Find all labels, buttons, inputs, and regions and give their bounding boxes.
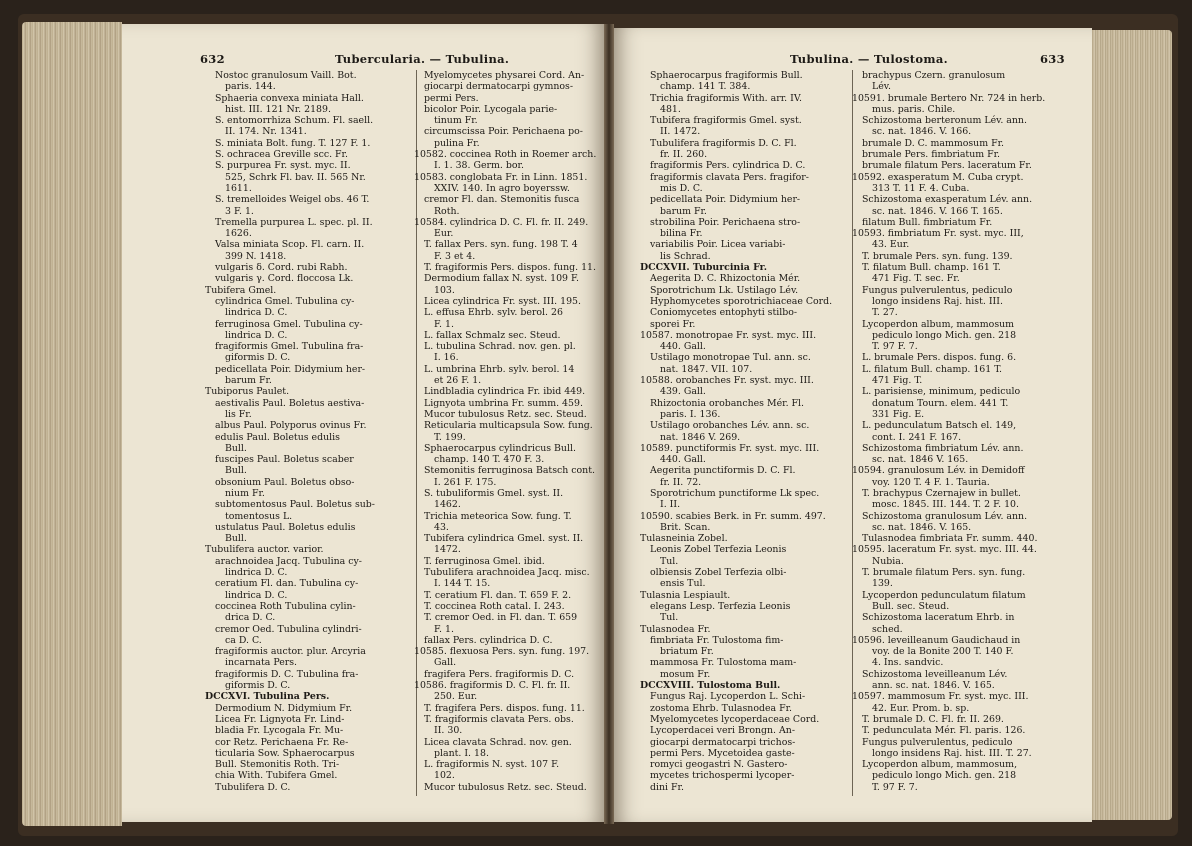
index-line: Tubifera cylindrica Gmel. syst. II. — [424, 533, 584, 545]
index-line: lis Schrad. — [660, 250, 711, 262]
index-line: 10597. mammosum Fr. syst. myc. III. — [852, 691, 1029, 703]
index-line: Sporotrichum punctiforme Lk spec. — [650, 487, 820, 499]
index-line: pediculo longo Mich. gen. 218 — [872, 770, 1017, 782]
index-line: T. 199. — [434, 431, 466, 443]
index-line: 313 T. 11 F. 4. Cuba. — [872, 182, 970, 194]
index-line: paris. 144. — [225, 81, 276, 93]
index-line: Brit. Scan. — [660, 521, 711, 533]
index-line: Eur. — [434, 228, 454, 240]
index-line: pediculo longo Mich. gen. 218 — [872, 329, 1017, 341]
index-line: cylindrica Gmel. Tubulina cy- — [215, 295, 355, 307]
index-line: Schizostoma leveilleanum Lév. — [862, 668, 1008, 680]
index-line: Bull. — [225, 533, 247, 545]
index-line: F. 1. — [434, 623, 454, 635]
index-line: giformis D. C. — [225, 680, 291, 692]
index-line: fragiformis Gmel. Tubulina fra- — [215, 341, 364, 353]
index-line: pedicellata Poir. Didymium her- — [215, 363, 366, 375]
left-column-1 — [205, 70, 411, 793]
index-line: DCCXVII. Tuburcinia Fr. — [640, 262, 767, 274]
index-line: zostoma Ehrb. Tulasnodea Fr. — [650, 702, 793, 714]
index-line: Tubifera Gmel. — [205, 284, 277, 296]
index-line: et 26 F. 1. — [434, 375, 482, 387]
index-line: drica D. C. — [225, 612, 276, 624]
index-line: romyci geogastri N. Gastero- — [650, 759, 788, 771]
index-line: Ustilago orobanches Lév. ann. sc. — [650, 420, 810, 432]
index-line: cor Retz. Perichaena Fr. Re- — [215, 736, 349, 748]
index-line: F. 1. — [434, 318, 454, 330]
index-line: obsonium Paul. Boletus obso- — [215, 476, 355, 488]
right-page-number: 633 — [1040, 52, 1065, 66]
index-line: S. tubuliformis Gmel. syst. II. — [424, 487, 564, 499]
index-line: strobilina Poir. Perichaena stro- — [650, 216, 801, 228]
index-line: 399 N. 1418. — [225, 250, 287, 262]
index-line: L. parisiense, minimum, pediculo — [862, 386, 1021, 398]
index-line: I. 16. — [434, 352, 459, 364]
index-line: Tulasneinia Zobel. — [640, 533, 728, 545]
index-line: T. fallax Pers. syn. fung. 198 T. 4 — [424, 239, 578, 251]
index-line: voy. de la Bonite 200 T. 140 F. — [872, 646, 1014, 658]
left-page-number: 632 — [200, 52, 225, 66]
index-line: I. II. — [660, 499, 681, 511]
index-line: 10583. conglobata Fr. in Linn. 1851. — [414, 171, 588, 183]
index-line: cremor Oed. Tubulina cylindri- — [215, 623, 362, 635]
index-line: tomentosus L. — [225, 510, 293, 522]
index-line: S. ochracea Greville scc. Fr. — [215, 149, 348, 161]
index-line: ca D. C. — [225, 634, 262, 646]
index-line: Sphaerocarpus cylindricus Bull. — [424, 442, 576, 454]
index-line: DCCXVIII. Tulostoma Bull. — [640, 680, 781, 692]
index-line: S. tremelloides Weigel obs. 46 T. — [215, 194, 370, 206]
index-line: II. 30. — [434, 725, 463, 737]
index-line: 1626. — [225, 228, 252, 240]
right-column-1 — [640, 70, 850, 793]
index-line: lis Fr. — [225, 408, 252, 420]
index-line: Sphaeria convexa miniata Hall. — [215, 92, 364, 104]
index-line: Tulasnodea fimbriata Fr. summ. 440. — [862, 533, 1038, 545]
index-line: sc. nat. 1846. V. 166. — [872, 126, 972, 138]
index-line: I. 1. 38. Germ. bor. — [434, 160, 524, 172]
index-line: Schizostoma berteronum Lév. ann. — [862, 115, 1027, 127]
index-line: cremor Fl. dan. Stemonitis fusca — [424, 194, 580, 206]
index-line: Myelomycetes lycoperdaceae Cord. — [650, 713, 820, 725]
index-line: fragiformis clavata Pers. fragifor- — [650, 171, 809, 183]
index-line: Myelomycetes physarei Cord. An- — [424, 70, 585, 81]
index-line: L. umbrina Ehrb. sylv. berol. 14 — [424, 363, 575, 375]
index-line: lindrica D. C. — [225, 567, 288, 579]
index-line: Tulasnia Lespiault. — [640, 589, 731, 601]
index-line: L. fragiformis N. syst. 107 F. — [424, 759, 560, 771]
index-line: Reticularia multicapsula Sow. fung. — [424, 420, 593, 432]
index-line: Valsa miniata Scop. Fl. carn. II. — [215, 239, 365, 251]
index-line: T. pedunculata Mér. Fl. paris. 126. — [862, 725, 1026, 737]
index-line: Lycoperdon album, mammosum — [862, 318, 1015, 330]
index-line: 103. — [434, 284, 455, 296]
index-line: subtomentosus Paul. Boletus sub- — [215, 499, 375, 511]
index-line: Bull. — [225, 442, 247, 454]
index-line: fragiformis Pers. cylindrica D. C. — [650, 160, 806, 172]
index-line: T. brumale D. C. Fl. fr. II. 269. — [862, 713, 1004, 725]
index-line: mus. paris. Chile. — [872, 103, 956, 115]
index-line: aestivalis Paul. Boletus aestiva- — [215, 397, 365, 409]
index-line: 139. — [872, 578, 893, 590]
index-line: bicolor Poir. Lycogala parie- — [424, 103, 558, 115]
index-line: Lév. — [872, 81, 891, 93]
index-line: fragifera Pers. fragiformis D. C. — [424, 668, 575, 680]
index-line: lindrica D. C. — [225, 329, 288, 341]
index-line: variabilis Poir. Licea variabi- — [650, 239, 786, 251]
index-line: Aegerita punctiformis D. C. Fl. — [650, 465, 796, 477]
index-line: barum Fr. — [660, 205, 707, 217]
index-line: Mucor tubulosus Retz. sec. Steud. — [424, 408, 587, 420]
index-line: L. fallax Schmalz sec. Steud. — [424, 329, 561, 341]
index-line: donatum Tourn. elem. 441 T. — [872, 397, 1009, 409]
index-line: Rhizoctonia orobanches Mér. Fl. — [650, 397, 805, 409]
index-line: fallax Pers. cylindrica D. C. — [424, 634, 553, 646]
index-line: Coniomycetes entophyti stilbo- — [650, 307, 798, 319]
index-line: fragiformis auctor. plur. Arcyria — [215, 646, 366, 658]
index-line: 471 Fig. T. — [872, 375, 923, 387]
right-running-head: Tubulina. — Tulostoma. — [790, 52, 948, 66]
index-line: 10591. brumale Bertero Nr. 724 in herb. — [852, 92, 1046, 104]
index-line: bladia Fr. Lycogala Fr. Mu- — [215, 725, 344, 737]
index-line: coccinea Roth Tubulina cylin- — [215, 600, 356, 612]
index-line: lindrica D. C. — [225, 307, 288, 319]
index-line: L. filatum Bull. champ. 161 T. — [862, 363, 1003, 375]
index-line: L. pedunculatum Batsch el. 149, — [862, 420, 1017, 432]
index-line: albus Paul. Polyporus ovinus Fr. — [215, 420, 367, 432]
index-line: Licea clavata Schrad. nov. gen. — [424, 736, 572, 748]
index-line: T. ceratium Fl. dan. T. 659 F. 2. — [424, 589, 572, 601]
index-line: cont. I. 241 F. 167. — [872, 431, 962, 443]
index-line: briatum Fr. — [660, 646, 714, 658]
index-line: fr. II. 260. — [660, 149, 708, 161]
index-line: 10585. flexuosa Pers. syn. fung. 197. — [414, 646, 590, 658]
index-line: ticularia Sow. Sphaerocarpus — [215, 747, 355, 759]
index-line: T. 97 F. 7. — [872, 781, 918, 793]
index-line: Tubulifera auctor. varior. — [205, 544, 324, 556]
index-line: 481. — [660, 103, 681, 115]
index-line: bilina Fr. — [660, 228, 703, 240]
index-line: 1472. — [434, 544, 461, 556]
index-line: hist. III. 121 Nr. 2189. — [225, 103, 331, 115]
index-line: dini Fr. — [650, 781, 684, 793]
index-line: mis D. C. — [660, 182, 703, 194]
index-line: Nubia. — [872, 555, 904, 567]
index-line: 1611. — [225, 182, 252, 194]
index-line: 250. Eur. — [434, 691, 478, 703]
index-line: Lignyota umbrina Fr. summ. 459. — [424, 397, 583, 409]
index-line: 43. — [434, 521, 449, 533]
index-line: ann. sc. nat. 1846. V. 165. — [872, 680, 995, 692]
index-line: sched. — [872, 623, 903, 635]
index-line: Licea cylindrica Fr. syst. III. 195. — [424, 295, 581, 307]
index-line: 3 F. 1. — [225, 205, 254, 217]
index-line: 10589. punctiformis Fr. syst. myc. III. — [640, 442, 820, 454]
index-line: paris. I. 136. — [660, 408, 721, 420]
index-line: Ustilago monotropae Tul. ann. sc. — [650, 352, 811, 364]
index-line: filatum Bull. fimbriatum Fr. — [862, 216, 993, 228]
index-line: T. brumale filatum Pers. syn. fung. — [862, 567, 1026, 579]
left-running-head: Tuberculariа. — Tubulina. — [335, 52, 510, 66]
index-line: permi Pers. Mycetoidea gaste- — [650, 747, 795, 759]
index-line: barum Fr. — [225, 375, 272, 387]
index-line: ceratium Fl. dan. Tubulina cy- — [215, 578, 359, 590]
index-line: 10593. fimbriatum Fr. syst. myc. III, — [852, 228, 1024, 240]
index-line: Dermodium fallax N. syst. 109 F. — [424, 273, 580, 285]
index-line: Tubulifera arachnoidea Jacq. misc. — [424, 567, 590, 579]
index-line: Dermodium N. Didymium Fr. — [215, 702, 353, 714]
index-line: S. entomorrhiza Schum. Fl. saell. — [215, 115, 374, 127]
index-line: voy. 120 T. 4 F. 1. Tauria. — [872, 476, 990, 488]
index-line: T. brumale Pers. syn. fung. 139. — [862, 250, 1013, 262]
index-line: fuscipes Paul. Boletus scaber — [215, 454, 354, 466]
index-line: Tremella purpurea L. spec. pl. II. — [215, 216, 373, 228]
index-line: 10595. laceratum Fr. syst. myc. III. 44. — [852, 544, 1037, 556]
index-line: sc. nat. 1846. V. 166 T. 165. — [872, 205, 1003, 217]
index-line: Schizostoma laceratum Ehrb. in — [862, 612, 1015, 624]
index-line: 43. Eur. — [872, 239, 910, 251]
index-line: Hyphomycetes sporotrichiaceae Cord. — [650, 295, 833, 307]
index-line: longo insidens Raj. hist. III. T. 27. — [872, 747, 1032, 759]
index-line: Bull. Stemonitis Roth. Tri- — [215, 759, 340, 771]
index-line: nium Fr. — [225, 487, 265, 499]
index-line: arachnoidea Jacq. Tubulina cy- — [215, 555, 362, 567]
index-line: ensis Tul. — [660, 578, 706, 590]
index-line: giocarpi dermatocarpi trichos- — [650, 736, 796, 748]
index-line: Tulasnodea Fr. — [640, 623, 711, 635]
index-line: longo insidens Raj. hist. III. — [872, 295, 1003, 307]
index-line: Lycoperdon pedunculatum filatum — [862, 589, 1026, 601]
index-line: giformis D. C. — [225, 352, 291, 364]
index-line: olbiensis Zobel Terfezia olbi- — [650, 567, 787, 579]
index-line: Fungus Raj. Lycoperdon L. Schi- — [650, 691, 806, 703]
index-line: Lycoperdacei veri Brongn. An- — [650, 725, 795, 737]
index-line: L. effusa Ehrb. sylv. berol. 26 — [424, 307, 563, 319]
index-line: 10586. fragiformis D. C. Fl. fr. II. — [414, 680, 571, 692]
index-line: II. 1472. — [660, 126, 701, 138]
index-line: F. 3 et 4. — [434, 250, 476, 262]
index-line: plant. I. 18. — [434, 747, 489, 759]
index-line: Tul. — [660, 612, 679, 624]
index-line: vulgaris δ. Cord. rubi Rabh. — [215, 262, 348, 274]
index-line: L. tubulina Schrad. nov. gen. pl. — [424, 341, 576, 353]
index-line: mammosa Fr. Tulostoma mam- — [650, 657, 797, 669]
index-line: fragiformis D. C. Tubulina fra- — [215, 668, 359, 680]
index-line: II. 174. Nr. 1341. — [225, 126, 307, 138]
index-line: T. ferruginosa Gmel. ibid. — [424, 555, 545, 567]
index-line: ferruginosa Gmel. Tubulina cy- — [215, 318, 363, 330]
right-page-edges — [1086, 30, 1172, 820]
index-line: fimbriata Fr. Tulostoma fim- — [650, 634, 784, 646]
index-line: circumscissa Poir. Perichaena po- — [424, 126, 583, 138]
index-line: Tubifera fragiformis Gmel. syst. — [650, 115, 802, 127]
index-line: Fungus pulverulentus, pediculo — [862, 284, 1013, 296]
index-line: S. purpurea Fr. syst. myc. II. — [215, 160, 351, 172]
index-line: DCCXVI. Tubulina Pers. — [205, 691, 330, 703]
index-line: T. fragifera Pers. dispos. fung. 11. — [424, 702, 585, 714]
index-line: Tul. — [660, 555, 679, 567]
index-line: giocarpi dermatocarpi gymnos- — [424, 81, 574, 93]
index-line: mosum Fr. — [660, 668, 711, 680]
index-line: vulgaris γ. Cord. floccosa Lk. — [215, 273, 354, 285]
book-gutter — [604, 24, 614, 824]
index-line: Leonis Zobel Terfezia Leonis — [650, 544, 787, 556]
index-line: T. coccinea Roth catal. I. 243. — [424, 600, 565, 612]
index-line: 42. Eur. Prom. b. sp. — [872, 702, 970, 714]
index-line: mycetes trichospermi lycoper- — [650, 770, 795, 782]
index-line: nat. 1847. VII. 107. — [660, 363, 753, 375]
index-line: ustulatus Paul. Boletus edulis — [215, 521, 356, 533]
index-line: fr. II. 72. — [660, 476, 702, 488]
index-line: 10582. coccinea Roth in Roemer arch. — [414, 149, 597, 161]
index-line: 10590. scabies Berk. in Fr. summ. 497. — [640, 510, 826, 522]
index-line: T. fragiformis clavata Pers. obs. — [424, 713, 574, 725]
index-line: L. brumale Pers. dispos. fung. 6. — [862, 352, 1017, 364]
index-line: I. 261 F. 175. — [434, 476, 497, 488]
index-line: 10587. monotropae Fr. syst. myc. III. — [640, 329, 817, 341]
right-column-2 — [852, 70, 1064, 793]
index-line: nat. 1846 V. 269. — [660, 431, 741, 443]
index-line: 440. Gall. — [660, 454, 706, 466]
index-line: T. 97 F. 7. — [872, 341, 918, 353]
index-line: pulina Fr. — [434, 137, 480, 149]
index-line: Nostoc granulosum Vaill. Bot. — [215, 70, 357, 81]
index-line: T. cremor Oed. in Fl. dan. T. 659 — [424, 612, 578, 624]
index-line: 10592. exasperatum M. Cuba crypt. — [852, 171, 1024, 183]
index-line: T. filatum Bull. champ. 161 T. — [862, 262, 1001, 274]
index-line: Schizostoma exasperatum Lév. ann. — [862, 194, 1033, 206]
index-line: 440. Gall. — [660, 341, 706, 353]
left-page-edges — [22, 22, 122, 826]
index-line: Lindbladia cylindrica Fr. ibid 449. — [424, 386, 586, 398]
index-line: Mucor tubulosus Retz. sec. Steud. — [424, 781, 587, 793]
index-line: XXIV. 140. In agro boyerssw. — [434, 182, 570, 194]
index-line: Aegerita D. C. Rhizoctonia Mér. — [650, 273, 801, 285]
index-line: 10596. leveilleanum Gaudichaud in — [852, 634, 1021, 646]
index-line: T. 27. — [872, 307, 898, 319]
index-line: sc. nat. 1846. V. 165. — [872, 521, 972, 533]
index-line: 10588. orobanches Fr. syst. myc. III. — [640, 375, 814, 387]
index-line: Tubiporus Paulet. — [205, 386, 290, 398]
index-line: 10594. granulosum Lév. in Demidoff — [852, 465, 1025, 477]
index-line: Gall. — [434, 657, 457, 669]
index-line: elegans Lesp. Terfezia Leonis — [650, 600, 791, 612]
index-line: 439. Gall. — [660, 386, 706, 398]
index-line: brumale Pers. fimbriatum Fr. — [862, 149, 1001, 161]
index-line: Tubulifera fragiformis D. C. Fl. — [650, 137, 797, 149]
index-line: 102. — [434, 770, 455, 782]
index-line: brumale filatum Pers. laceratum Fr. — [862, 160, 1032, 172]
index-line: pedicellata Poir. Didymium her- — [650, 194, 801, 206]
index-line: Licea Fr. Lignyota Fr. Lind- — [215, 713, 345, 725]
index-line: 1462. — [434, 499, 461, 511]
index-line: Trichia fragiformis With. arr. IV. — [650, 92, 802, 104]
index-line: permi Pers. — [424, 92, 479, 104]
index-line: champ. 140 T. 470 F. 3. — [434, 454, 545, 466]
index-line: brumale D. C. mammosum Fr. — [862, 137, 1005, 149]
index-line: sporei Fr. — [650, 318, 696, 330]
index-line: Stemonitis ferruginosa Batsch cont. — [424, 465, 595, 477]
index-line: 525, Schrk Fl. bav. II. 565 Nr. — [225, 171, 366, 183]
index-line: Bull. sec. Steud. — [872, 600, 950, 612]
index-line: Trichia meteorica Sow. fung. T. — [424, 510, 572, 522]
index-line: incarnata Pers. — [225, 657, 298, 669]
index-line: brachypus Czern. granulosum — [862, 70, 1006, 81]
index-line: Fungus pulverulentus, pediculo — [862, 736, 1013, 748]
index-line: Roth. — [434, 205, 460, 217]
index-line: Tubulifera D. C. — [215, 781, 291, 793]
left-column-2 — [414, 70, 600, 793]
index-line: 4. Ins. sandvic. — [872, 657, 944, 669]
index-line: 331 Fig. E. — [872, 408, 925, 420]
index-line: T. fragiformis Pers. dispos. fung. 11. — [424, 262, 596, 274]
index-line: mosc. 1845. III. 144. T. 2 F. 10. — [872, 499, 1019, 511]
index-line: Schizostoma granulosum Lév. ann. — [862, 510, 1028, 522]
index-line: chia With. Tubifera Gmel. — [215, 770, 338, 782]
index-line: Sporotrichum Lk. Ustilago Lév. — [650, 284, 799, 296]
index-line: Bull. — [225, 465, 247, 477]
index-line: Schizostoma fimbriatum Lév. ann. — [862, 442, 1024, 454]
index-line: edulis Paul. Boletus edulis — [215, 431, 340, 443]
index-line: tinum Fr. — [434, 115, 478, 127]
index-line: lindrica D. C. — [225, 589, 288, 601]
index-line: I. 144 T. 15. — [434, 578, 491, 590]
index-line: Sphaerocarpus fragiformis Bull. — [650, 70, 803, 81]
index-line: Lycoperdon album, mammosum, — [862, 759, 1018, 771]
index-line: sc. nat. 1846 V. 165. — [872, 454, 969, 466]
index-line: champ. 141 T. 384. — [660, 81, 751, 93]
index-line: 471 Fig. T. sec. Fr. — [872, 273, 960, 285]
index-line: T. brachypus Czernajew in bullet. — [862, 487, 1021, 499]
index-line: 10584. cylindrica D. C. Fl. fr. II. 249. — [414, 216, 589, 228]
index-line: S. miniata Bolt. fung. T. 127 F. 1. — [215, 137, 371, 149]
